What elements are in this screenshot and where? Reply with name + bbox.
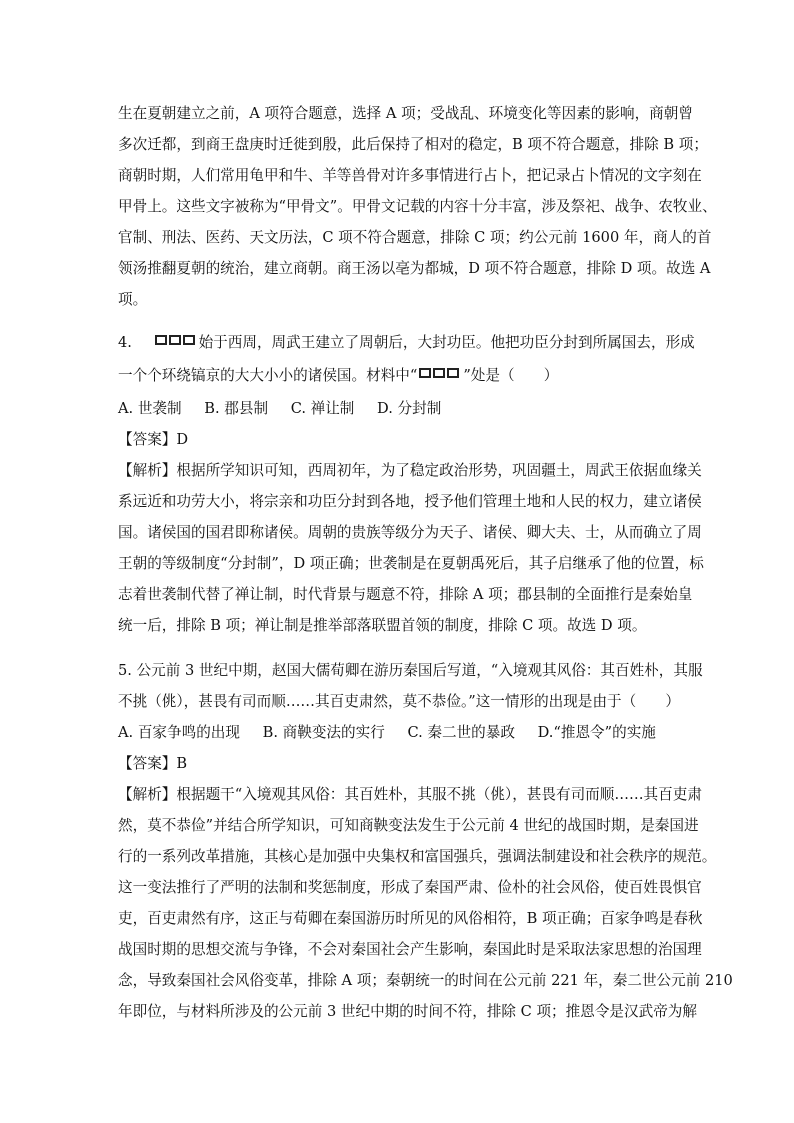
analysis-text: 根据题干“入境观其风俗：其百姓朴，其服不挑（佻），甚畏有司而顺……其百吏肃 xyxy=(176,786,702,803)
answer-tag: 【答案】 xyxy=(118,755,177,772)
blank-boxes-icon xyxy=(419,362,461,393)
text-line: 王朝的等级制度“分封制”，D 项正确；世袭制是在夏朝禹死后，其子启继承了他的位置，标 xyxy=(118,555,704,572)
option-a: A. 百家争鸣的出现 xyxy=(118,724,240,741)
option-c: C. 秦二世的暴政 xyxy=(407,724,515,741)
text-line: 统一后，排除 B 项；禅让制是推举部落联盟首领的制度，排除 C 项。故选 D 项。 xyxy=(118,617,647,634)
text-line: 项。 xyxy=(118,291,148,308)
question-4-stem-line-1 xyxy=(118,327,695,360)
text-line: 年即位，与材料所涉及的公元前 3 世纪中期的时间不符，排除 C 项；推恩令是汉武帝为解 xyxy=(118,1003,697,1020)
answer-value: D xyxy=(176,431,189,448)
question-5-stem-line: 5. 公元前 3 世纪中期，赵国大儒荀卿在游历秦国后写道，“入境观其风俗：其百姓朴，其服 xyxy=(118,662,703,679)
question-4-stem-line-2 xyxy=(118,360,684,393)
analysis-tag: 【解析】 xyxy=(118,462,177,479)
question-5-analysis-line xyxy=(118,779,702,810)
text-line: 吏，百吏肃然有序，这正与荀卿在秦国游历时所见的风俗相符，B 项正确；百家争鸣是春秋 xyxy=(118,910,703,927)
question-4-options xyxy=(118,393,684,424)
text-line: 国。诸侯国的国君即称诸侯。周朝的贵族等级分为天子、诸侯、卿大夫、士，从而确立了周 xyxy=(118,524,702,541)
text-line: 生在夏朝建立之前，A 项符合题意，选择 A 项；受战乱、环境变化等因素的影响，商朝曾 xyxy=(118,105,693,122)
question-5-answer xyxy=(118,748,684,779)
text-line: 甲骨上。这些文字被称为“甲骨文”。甲骨文记载的内容十分丰富，涉及祭祀、战争、农牧业、 xyxy=(118,198,717,215)
text-line: 官制、刑法、医药、天文历法，C 项不符合题意，排除 C 项；约公元前 1600 年，商人的首 xyxy=(118,229,712,246)
option-a: A. 世袭制 xyxy=(118,400,182,417)
question-4 xyxy=(118,327,704,641)
text-line: 这一变法推行了严明的法制和奖惩制度，形成了秦国严肃、俭朴的社会风俗，使百姓畏惧官 xyxy=(118,879,702,896)
stem-text: ”处是（ ） xyxy=(463,367,559,384)
analysis-text: 根据所学知识可知，西周初年，为了稳定政治形势，巩固疆土，周武王依据血缘关 xyxy=(176,462,702,479)
text-line: 商朝时期，人们常用龟甲和牛、羊等兽骨对许多事情进行占卜，把记录占卜情况的文字刻在 xyxy=(118,167,702,184)
text-line: 领汤推翻夏朝的统治，建立商朝。商王汤以亳为都城，D 项不符合题意，排除 D 项。故选 A xyxy=(118,260,711,277)
blank-boxes-icon xyxy=(155,329,197,360)
question-4-answer xyxy=(118,424,684,455)
text-line: 战国时期的思想交流与争锋，不会对秦国社会产生影响，秦国此时是采取法家思想的治国理 xyxy=(118,941,702,958)
question-5 xyxy=(118,655,733,1027)
text-line: 行的一系列改革措施，其核心是加强中央集权和富国强兵，强调法制建设和社会秩序的规范。 xyxy=(118,848,717,865)
answer-value: B xyxy=(176,755,188,772)
text-line: 念，导致秦国社会风俗变革，排除 A 项；秦朝统一的时间在公元前 221 年，秦二世公元前 210 xyxy=(118,972,733,989)
answer-tag: 【答案】 xyxy=(118,431,177,448)
question-4-analysis-line xyxy=(118,455,702,486)
stem-text: 一个个环绕镐京的大大小小的诸侯国。材料中“ xyxy=(118,367,418,384)
text-line: 系远近和功劳大小，将宗亲和功臣分封到各地，授予他们管理土地和人民的权力，建立诸侯 xyxy=(118,493,702,510)
option-b: B. 郡县制 xyxy=(204,400,269,417)
previous-analysis xyxy=(118,98,717,315)
option-d: D. 分封制 xyxy=(377,400,442,417)
question-number: 4. xyxy=(118,334,132,351)
text-line: 志着世袭制代替了禅让制，时代背景与题意不符，排除 A 项；郡县制的全面推行是秦始皇 xyxy=(118,586,693,603)
option-d: D.“推恩令”的实施 xyxy=(537,724,656,741)
text-line: 多次迁都，到商王盘庚时迁徙到殷，此后保持了相对的稳定，B 项不符合题意，排除 B 项； xyxy=(118,136,708,153)
text-line: 然，莫不恭俭”并结合所学知识，可知商鞅变法发生于公元前 4 世纪的战国时期，是秦国进 xyxy=(118,817,699,834)
analysis-tag: 【解析】 xyxy=(118,786,177,803)
question-5-options xyxy=(118,717,684,748)
question-5-stem-line: 不挑（佻），甚畏有司而顺……其百吏肃然，莫不恭俭。”这一情形的出现是由于（ ） xyxy=(118,693,681,710)
option-b: B. 商鞅变法的实行 xyxy=(262,724,385,741)
stem-text: 始于西周，周武王建立了周朝后，大封功臣。他把功臣分封到所属国去，形成 xyxy=(198,334,695,351)
option-c: C. 禅让制 xyxy=(290,400,355,417)
